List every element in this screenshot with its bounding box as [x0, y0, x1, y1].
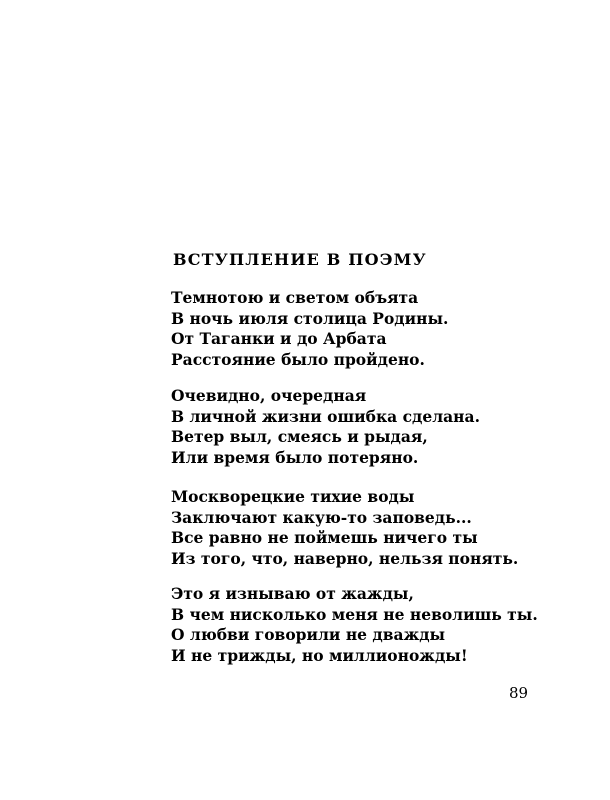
- verse-line: Расстояние было пройдено.: [171, 350, 425, 370]
- verse-line: Очевидно, очередная: [171, 386, 367, 405]
- poem-title: ВСТУПЛЕНИЕ В ПОЭМУ: [173, 250, 427, 269]
- verse-line: Из того, что, наверно, нельзя понять.: [171, 549, 519, 569]
- verse-line: Это я изнываю от жажды,: [171, 584, 414, 603]
- verse-line: Или время было потеряно.: [171, 448, 419, 468]
- verse-line: В ночь июля столица Родины.: [171, 308, 449, 328]
- stanza-1: [171, 288, 448, 371]
- verse-line: Москворецкие тихие воды: [171, 487, 415, 506]
- verse-line: В личной жизни ошибка сделана.: [171, 406, 480, 426]
- stanza-4: [171, 584, 538, 667]
- verse-line: Ветер выл, смеясь и рыдая,: [171, 427, 428, 447]
- verse-line: И не трижды, но миллионожды!: [171, 646, 468, 666]
- verse-line: От Таганки и до Арбата: [171, 329, 387, 349]
- verse-line: О любви говорили не дважды: [171, 625, 446, 645]
- verse-line: Темнотою и светом объята: [171, 288, 419, 307]
- stanza-3: [171, 487, 518, 570]
- verse-line: Все равно не поймешь ничего ты: [171, 528, 478, 548]
- verse-line: Заключают какую-то заповедь...: [171, 507, 472, 527]
- page-number: 89: [509, 684, 529, 702]
- stanza-2: [171, 386, 480, 469]
- verse-line: В чем нисколько меня не неволишь ты.: [171, 604, 538, 624]
